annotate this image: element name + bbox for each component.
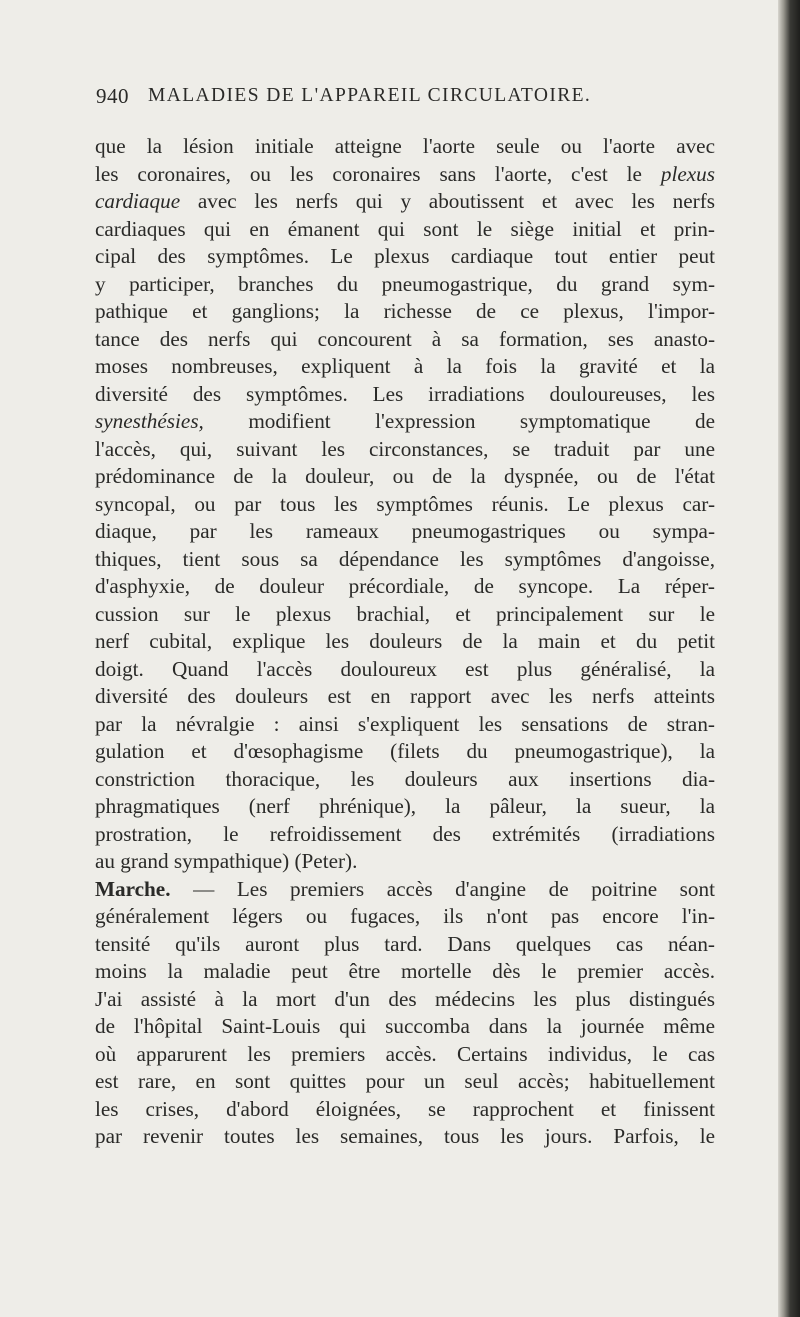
text-segment: — Les premiers accès d'angine de poitrine sont [193, 876, 715, 901]
text-line [95, 161, 715, 189]
text-line: d'asphyxie, de douleur précordiale, de syncope. La réper- [95, 574, 715, 598]
text-line: au grand sympathique) (Peter). [95, 849, 358, 873]
text-segment: modifient l'expression symptomatique de [248, 409, 716, 433]
text-line: nerf cubital, explique les douleurs de la main et du petit [95, 629, 715, 653]
italic-term: plexus [660, 161, 715, 186]
page-header [96, 84, 736, 118]
running-title: MALADIES DE L'APPAREIL CIRCULATOIRE. [148, 85, 592, 106]
text-line: est rare, en sont quittes pour un seul accès; habituellement [95, 1069, 715, 1093]
text-line: l'accès, qui, suivant les circonstances, se traduit par une [95, 436, 715, 461]
page-binding-shadow [778, 0, 800, 1317]
text-line: diversité des douleurs est en rapport avec les nerfs atteints [95, 684, 715, 708]
text-line: constriction thoracique, les douleurs aux insertions dia- [95, 766, 715, 791]
text-line: doigt. Quand l'accès douloureux est plus généralisé, la [95, 656, 715, 681]
text-line: pathique et ganglions; la richesse de ce plexus, l'impor- [95, 299, 715, 323]
text-line: moins la maladie peut être mortelle dès le premier accès. [95, 959, 715, 983]
text-line: les crises, d'abord éloignées, se rapprochent et finissent [95, 1096, 715, 1121]
text-line: phragmatiques (nerf phrénique), la pâleur, la sueur, la [95, 794, 715, 818]
italic-term: cardiaque [95, 189, 181, 213]
text-line: J'ai assisté à la mort d'un des médecins les plus distingués [95, 986, 715, 1011]
text-line: cussion sur le plexus brachial, et principalement sur le [95, 601, 715, 626]
text-line: généralement légers ou fugaces, ils n'ont pas encore l'in- [95, 904, 715, 928]
body-text [95, 133, 715, 1151]
text-line: où apparurent les premiers accès. Certains individus, le cas [95, 1041, 715, 1066]
text-line: syncopal, ou par tous les symptômes réunis. Le plexus car- [95, 491, 715, 516]
text-line: prostration, le refroidissement des extrémités (irradiations [95, 821, 715, 846]
text-line: diversité des symptômes. Les irradiations douloureuses, les [95, 381, 715, 406]
text-line: tensité qu'ils auront plus tard. Dans quelques cas néan- [95, 931, 715, 956]
text-line: par la névralgie : ainsi s'expliquent les sensations de stran- [95, 711, 715, 736]
page-number: 940 [96, 84, 129, 108]
text-line: que la lésion initiale atteigne l'aorte seule ou l'aorte avec [95, 134, 715, 158]
text-segment: les coronaires, ou les coronaires sans l'aorte, c'est le [95, 161, 642, 186]
text-line [95, 188, 715, 216]
text-line: gulation et d'œsophagisme (filets du pneumogastrique), la [95, 739, 715, 763]
text-line: moses nombreuses, expliquent à la fois la gravité et la [95, 354, 715, 378]
text-line: thiques, tient sous sa dépendance les symptômes d'angoisse, [95, 546, 715, 571]
text-line: y participer, branches du pneumogastrique, du grand sym- [95, 271, 715, 296]
text-line: cipal des symptômes. Le plexus cardiaque tout entier peut [95, 244, 715, 268]
italic-term: synesthésies, [95, 409, 204, 433]
text-line: tance des nerfs qui concourent à sa formation, ses anasto- [95, 326, 715, 351]
text-line: cardiaques qui en émanent qui sont le siège initial et prin- [95, 216, 715, 241]
text-line: de l'hôpital Saint-Louis qui succomba dans la journée même [95, 1014, 715, 1038]
section-heading: Marche. [95, 876, 171, 901]
text-segment: avec les nerfs qui y aboutissent et avec les nerfs [197, 189, 715, 213]
text-line: diaque, par les rameaux pneumogastriques ou sympa- [95, 519, 715, 543]
text-line: par revenir toutes les semaines, tous les jours. Parfois, le [95, 1124, 715, 1148]
text-line [95, 876, 715, 904]
text-line: prédominance de la douleur, ou de la dyspnée, ou de l'état [95, 464, 715, 488]
text-line [95, 408, 715, 436]
